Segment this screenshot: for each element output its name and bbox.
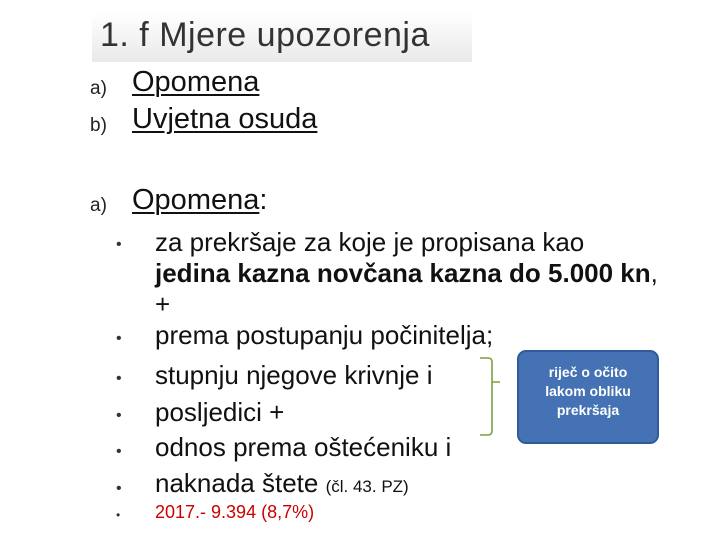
- bullet-1-comma: ,: [650, 258, 658, 288]
- bullet-6-reference: (čl. 43. PZ): [325, 477, 409, 496]
- bullet-icon: •: [116, 236, 122, 253]
- list-item-opomena: Opomena: [132, 66, 260, 98]
- bullet-1-line-1: za prekršaje za koje je propisana kao: [155, 227, 585, 257]
- list-item-uvjetna-osuda: Uvjetna osuda: [132, 103, 318, 135]
- bullet-icon: •: [116, 330, 122, 347]
- bullet-icon: •: [116, 508, 121, 522]
- bullet-icon: •: [116, 443, 122, 460]
- section-marker: a): [90, 195, 107, 216]
- callout-box: [517, 350, 659, 444]
- bullet-4: posljedici +: [155, 397, 285, 427]
- bullet-1-line-3: +: [155, 289, 171, 319]
- section-heading-text: Opomena: [132, 184, 260, 216]
- bullet-5: odnos prema oštećeniku i: [155, 432, 452, 462]
- callout-line-3: prekršaja: [556, 402, 620, 418]
- list-marker-b: b): [90, 115, 107, 136]
- slide-title: 1. f Mjere upozorenja: [100, 16, 430, 54]
- callout-line-2: lakom obliku: [545, 383, 631, 399]
- bullet-icon: •: [116, 407, 122, 424]
- list-marker-a: a): [90, 78, 107, 99]
- callout-line-1: riječ o očito: [548, 364, 628, 380]
- bullet-6-text: naknada štete: [155, 468, 326, 498]
- bullet-3: stupnju njegove krivnje i: [155, 360, 433, 390]
- bullet-icon: •: [116, 370, 122, 387]
- section-heading-colon: :: [259, 184, 268, 216]
- bullet-1-bold-text: jedina kazna novčana kazna do 5.000 kn: [155, 258, 651, 288]
- bullet-7-statistic: 2017.- 9.394 (8,7%): [155, 502, 315, 522]
- bullet-icon: •: [116, 480, 122, 497]
- bullet-2: prema postupanju počinitelja;: [155, 320, 494, 350]
